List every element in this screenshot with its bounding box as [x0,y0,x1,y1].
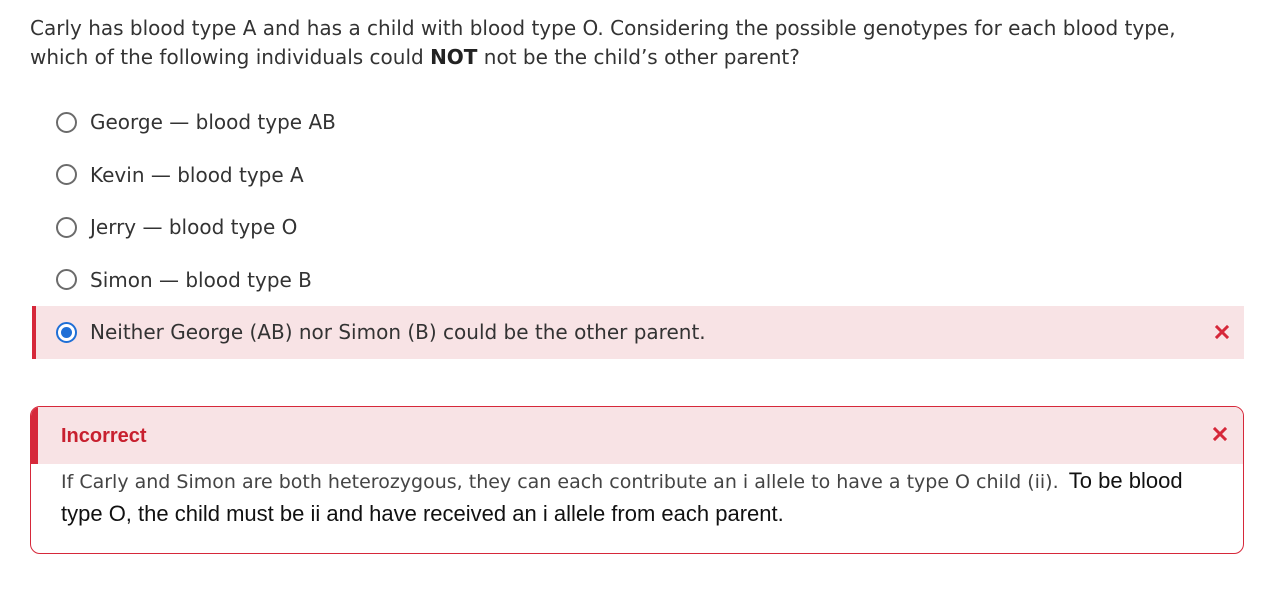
incorrect-x-icon [1215,325,1229,339]
option-jerry[interactable] [32,201,1244,254]
close-x-icon[interactable] [1213,427,1227,441]
radio-button-icon[interactable] [56,112,77,133]
radio-button-icon[interactable] [56,269,77,290]
option-label: Jerry — blood type O [90,215,298,240]
option-kevin[interactable] [32,149,1244,202]
feedback-explanation [61,465,1221,531]
question-emphasis: NOT [430,45,478,69]
feedback-text-part2: To be blood type O, the child must be ii and have received an i allele from each parent. [61,468,1183,526]
question-prompt [30,14,1240,72]
radio-button-icon[interactable] [56,164,77,185]
answer-options [32,96,1244,359]
option-george[interactable] [32,96,1244,149]
feedback-text-part1: If Carly and Simon are both heterozygous, they can each contribute an i allele to have a type O child (ii). [61,471,1059,493]
radio-button-selected-icon[interactable] [56,322,77,343]
option-label: Simon — blood type B [90,267,312,292]
option-simon[interactable] [32,254,1244,307]
question-text-after: not be the child’s other parent? [477,45,800,69]
option-label: Neither George (AB) nor Simon (B) could be the other parent. [90,320,706,345]
question-text-before: Carly has blood type A and has a child with blood type O. Considering the possible genotypes for each blood type, which of the following individuals could [30,16,1176,69]
option-neither-selected[interactable] [32,306,1244,359]
feedback-panel [30,406,1244,554]
option-label: Kevin — blood type A [90,162,304,187]
option-label: George — blood type AB [90,110,336,135]
feedback-title: Incorrect [61,425,147,447]
radio-button-icon[interactable] [56,217,77,238]
feedback-header [31,407,1243,464]
feedback-accent-bar [31,407,38,464]
